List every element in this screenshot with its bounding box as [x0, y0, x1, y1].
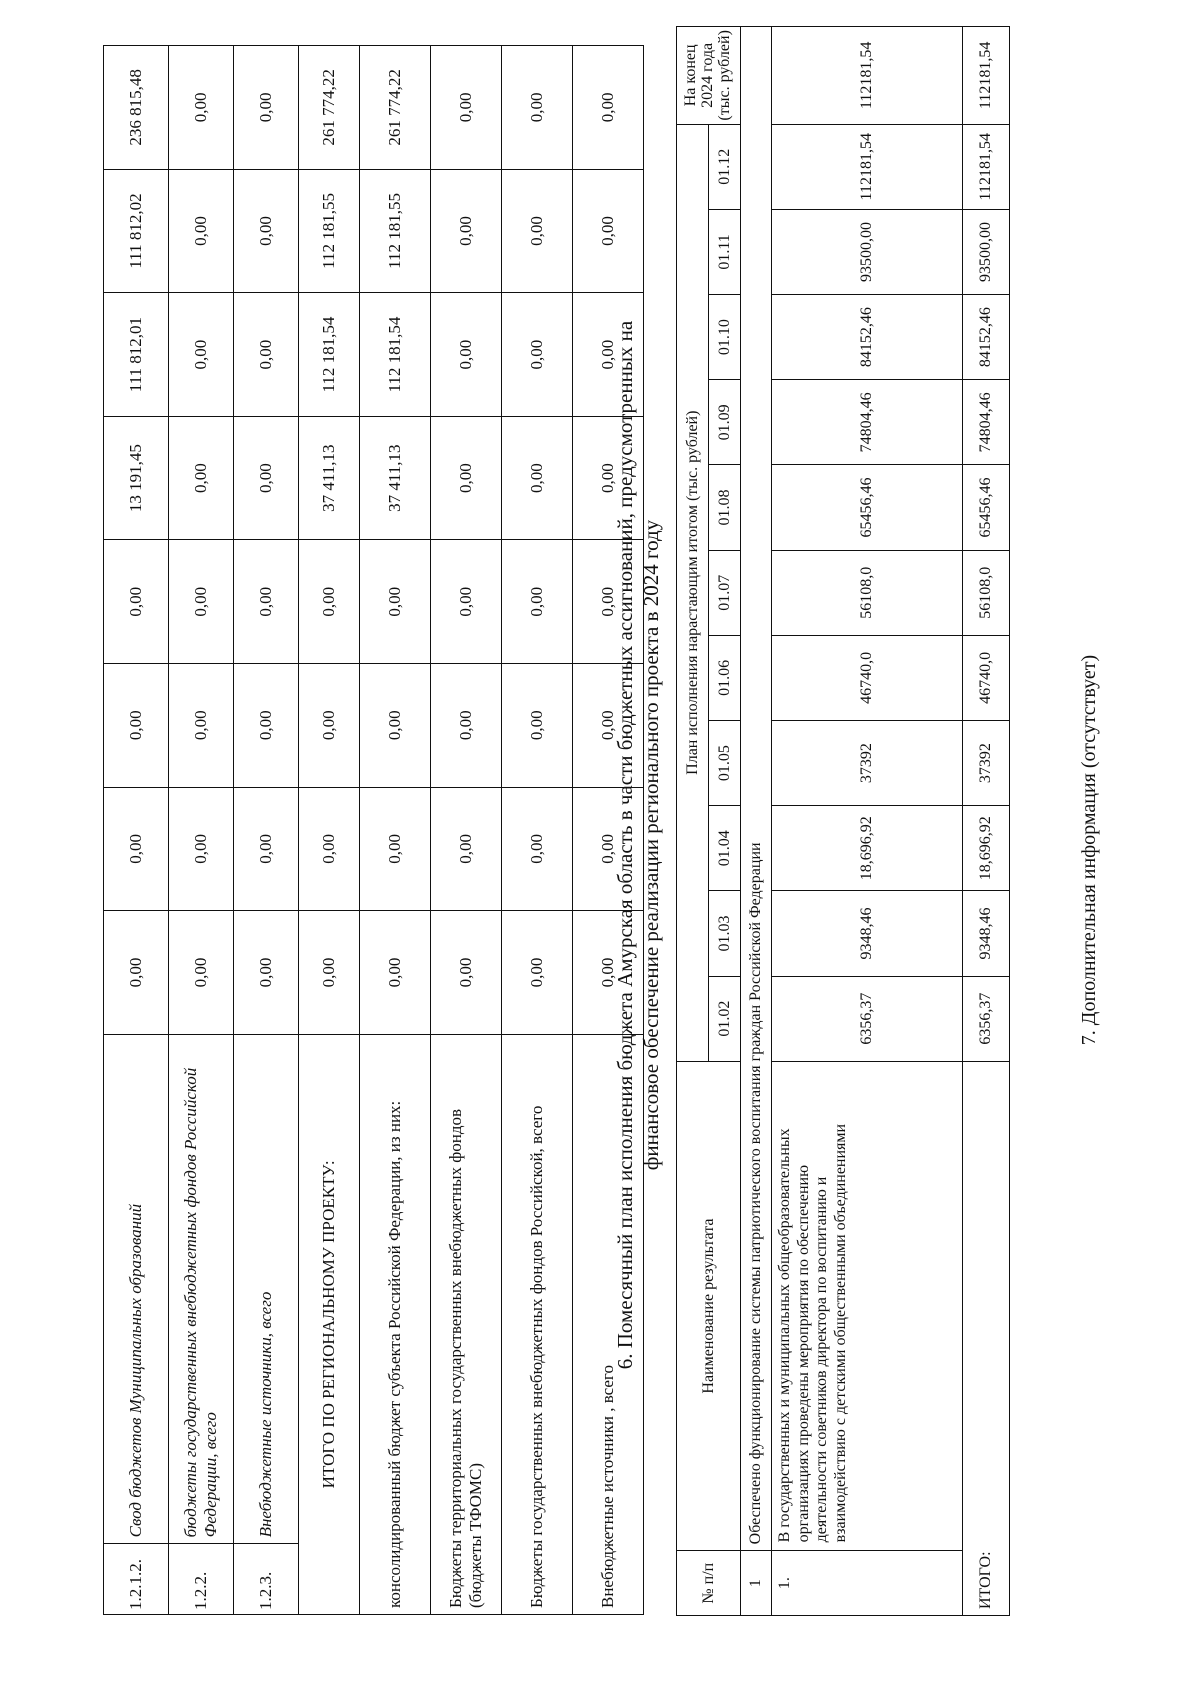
row-value: 112 181,54	[360, 293, 431, 417]
total-value: 84152,46	[963, 295, 1010, 380]
row-value: 0,00	[360, 664, 431, 788]
total-value: 9348,46	[963, 891, 1010, 976]
month-header: 01.05	[709, 720, 741, 805]
total-value: 37392	[963, 720, 1010, 805]
row-value: 111 812,02	[104, 169, 169, 293]
total-label: ИТОГО:	[963, 1061, 1010, 1615]
table-row	[299, 46, 360, 1615]
month-header: 01.03	[709, 891, 741, 976]
row-value: 112 181,54	[299, 293, 360, 417]
row-value: 0,00	[104, 911, 169, 1035]
month-header: 01.12	[709, 124, 741, 209]
month-header: 01.09	[709, 380, 741, 465]
row-value: 37 411,13	[360, 416, 431, 540]
table-row	[360, 46, 431, 1615]
row-value: 0,00	[502, 787, 573, 911]
total-end-of-year-value: 112181,54	[963, 27, 1010, 125]
row-value: 0,00	[573, 664, 644, 788]
row-value: 0,00	[234, 911, 299, 1035]
row-num: 1.2.2.	[169, 1544, 234, 1615]
row-value: 0,00	[234, 169, 299, 293]
total-value: 65456,46	[963, 465, 1010, 550]
row-value: 0,00	[360, 787, 431, 911]
month-value: 65456,46	[772, 465, 963, 550]
row-num: 1.2.3.	[234, 1544, 299, 1615]
month-header: 01.07	[709, 550, 741, 635]
row-value: 0,00	[104, 787, 169, 911]
header-plan: План исполнения нарастающим итогом (тыс. рублей)	[677, 124, 709, 1061]
month-value: 112181,54	[772, 124, 963, 209]
row-value: 0,00	[431, 911, 502, 1035]
total-value: 74804,46	[963, 380, 1010, 465]
month-value: 84152,46	[772, 295, 963, 380]
row-value: 0,00	[502, 416, 573, 540]
row-value: 0,00	[299, 664, 360, 788]
row-value: 0,00	[360, 911, 431, 1035]
month-value: 74804,46	[772, 380, 963, 465]
header-end-of-year: На конец 2024 года (тыс. рублей)	[677, 27, 741, 125]
month-header: 01.02	[709, 976, 741, 1061]
row-value: 0,00	[169, 664, 234, 788]
row-value: 111 812,01	[104, 293, 169, 417]
row-value: 0,00	[169, 911, 234, 1035]
total-value: 6356,37	[963, 976, 1010, 1061]
row-name: Свод бюджетов Муниципальных образований	[104, 1034, 169, 1544]
row-value: 0,00	[431, 293, 502, 417]
row-value: 0,00	[169, 787, 234, 911]
row-value: 0,00	[234, 293, 299, 417]
row-value: 0,00	[169, 540, 234, 664]
table-row	[431, 46, 502, 1615]
row-value: 0,00	[299, 911, 360, 1035]
table-row	[169, 46, 234, 1615]
row-value: 0,00	[573, 169, 644, 293]
row-value: 0,00	[104, 540, 169, 664]
row-value: 0,00	[502, 293, 573, 417]
result-name: В государственных и муниципальных общеобразовательных организациях проведены мероприятия по обеспечению деятельности советников директора по воспитанию и взаимодействию с детскими общественными объединениями	[772, 1061, 963, 1551]
row-value: 0,00	[299, 540, 360, 664]
row-value: 0,00	[431, 416, 502, 540]
row-value: 0,00	[431, 664, 502, 788]
table-row	[502, 46, 573, 1615]
row-name: бюджеты государственных внебюджетных фондов Российской Федерации, всего	[169, 1034, 234, 1544]
row-value: 112 181,55	[360, 169, 431, 293]
row-value: 236 815,48	[104, 46, 169, 170]
section-7-title: 7. Дополнительная информация (отсутствует)	[1078, 654, 1100, 1046]
row-value: 0,00	[431, 540, 502, 664]
row-value: 0,00	[169, 416, 234, 540]
table-row	[234, 46, 299, 1615]
row-value: 0,00	[431, 169, 502, 293]
row-value: 13 191,45	[104, 416, 169, 540]
total-value: 112181,54	[963, 124, 1010, 209]
row-value: 0,00	[234, 664, 299, 788]
row-name: консолидированный бюджет субъекта Российской Федерации, из них:	[360, 1034, 431, 1614]
table-row	[104, 46, 169, 1615]
row-value: 0,00	[169, 169, 234, 293]
row-value: 0,00	[502, 664, 573, 788]
month-value: 37392	[772, 720, 963, 805]
header-num: № п/п	[677, 1551, 741, 1616]
row-value: 0,00	[573, 293, 644, 417]
row-name: Бюджеты территориальных государственных внебюджетных фондов (бюджеты ТФОМС)	[431, 1034, 502, 1614]
row-value: 0,00	[573, 540, 644, 664]
section-6-title: 6. Помесячный план исполнения бюджета Амурская область в части бюджетных ассигнований, предусмотренных на финансовое обеспечение реализации регионального проекта в 2024 году	[613, 320, 664, 1370]
header-name: Наименование результата	[677, 1061, 741, 1551]
row-value: 0,00	[573, 787, 644, 911]
row-name: Внебюджетные источники, всего	[234, 1034, 299, 1544]
row-value: 0,00	[502, 169, 573, 293]
row-num: 1.2.1.2.	[104, 1544, 169, 1615]
row-value: 0,00	[299, 787, 360, 911]
total-value: 93500,00	[963, 209, 1010, 294]
month-header: 01.04	[709, 806, 741, 891]
row-value: 0,00	[169, 46, 234, 170]
row-value: 112 181,55	[299, 169, 360, 293]
month-value: 6356,37	[772, 976, 963, 1061]
total-value: 56108,0	[963, 550, 1010, 635]
row-value: 0,00	[431, 46, 502, 170]
budget-sources-table	[103, 45, 644, 1615]
total-value: 18,696,92	[963, 806, 1010, 891]
row-value: 261 774,22	[360, 46, 431, 170]
row-value: 261 774,22	[299, 46, 360, 170]
row-value: 0,00	[234, 787, 299, 911]
month-header: 01.08	[709, 465, 741, 550]
month-value: 18,696,92	[772, 806, 963, 891]
row-value: 37 411,13	[299, 416, 360, 540]
section-num: 1	[741, 1551, 772, 1616]
month-header: 01.11	[709, 209, 741, 294]
row-name: ИТОГО ПО РЕГИОНАЛЬНОМУ ПРОЕКТУ:	[299, 1034, 360, 1614]
month-value: 9348,46	[772, 891, 963, 976]
month-header: 01.10	[709, 295, 741, 380]
row-value: 0,00	[234, 46, 299, 170]
row-name: Бюджеты государственных внебюджетных фондов Российской, всего	[502, 1034, 573, 1614]
total-value: 46740,0	[963, 635, 1010, 720]
row-value: 0,00	[431, 787, 502, 911]
row-value: 0,00	[502, 540, 573, 664]
month-value: 56108,0	[772, 550, 963, 635]
row-value: 0,00	[104, 664, 169, 788]
row-value: 0,00	[573, 416, 644, 540]
row-value: 0,00	[573, 911, 644, 1035]
row-value: 0,00	[360, 540, 431, 664]
month-value: 93500,00	[772, 209, 963, 294]
month-header: 01.06	[709, 635, 741, 720]
row-value: 0,00	[234, 416, 299, 540]
monthly-plan-table	[676, 26, 1010, 1616]
row-name: Внебюджетные источники , всего	[573, 1034, 644, 1614]
row-value: 0,00	[502, 911, 573, 1035]
row-value: 0,00	[234, 540, 299, 664]
section-title: Обеспечено функционирование системы патриотического воспитания граждан Российской Федерации	[741, 27, 772, 1551]
month-value: 46740,0	[772, 635, 963, 720]
end-of-year-value: 112181,54	[772, 27, 963, 125]
row-value: 0,00	[573, 46, 644, 170]
row-value: 0,00	[169, 293, 234, 417]
row-value: 0,00	[502, 46, 573, 170]
result-num: 1.	[772, 1551, 963, 1616]
